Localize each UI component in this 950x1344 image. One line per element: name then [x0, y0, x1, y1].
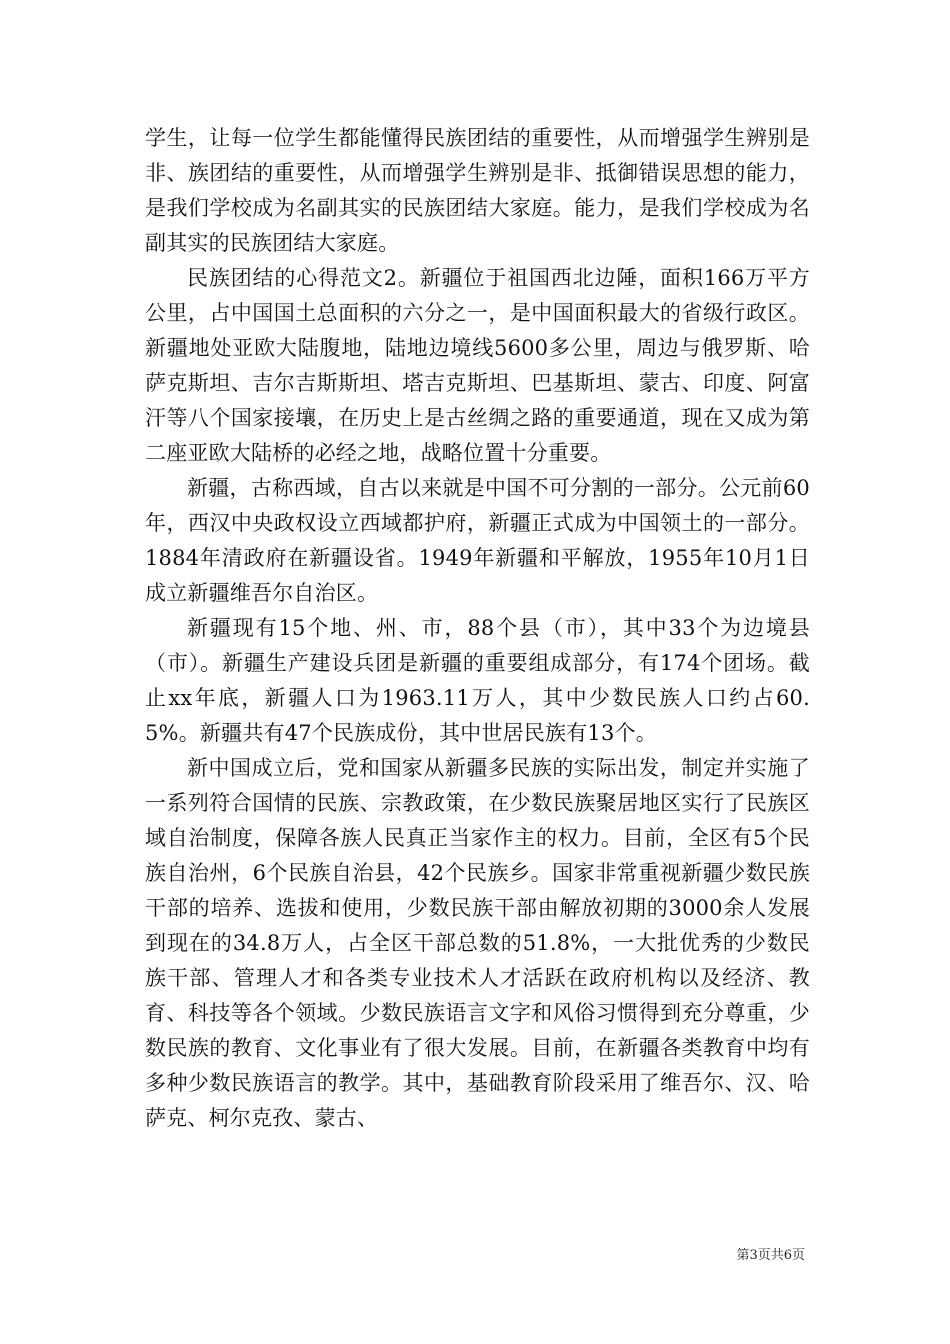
document-body [145, 121, 810, 1136]
paragraph-xinjiang-administration: 新疆现有15个地、州、市，88个县（市），其中33个为边境县（市）。新疆生产建设兵团是新疆的重要组成部分，有174个团场。截止xx年底，新疆人口为1963.11万人，其中少数民族人口约占60.5%。新疆共有47个民族成份，其中世居民族有13个。 [145, 616, 810, 745]
page-number-footer: 第3页共6页 [736, 1248, 805, 1263]
paragraph-ethnic-policy: 新中国成立后，党和国家从新疆多民族的实际出发，制定并实施了一系列符合国情的民族、宗教政策，在少数民族聚居地区实行了民族区域自治制度，保障各族人民真正当家作主的权力。目前，全区有5个民族自治州，6个民族自治县，42个民族乡。国家非常重视新疆少数民族干部的培养、选拔和使用，少数民族干部由解放初期的3000余人发展到现在的34.8万人，占全区干部总数的51.8%，一大批优秀的少数民族干部、管理人才和各类专业技术人才活跃在政府机构以及经济、教育、科技等各个领域。少数民族语言文字和风俗习惯得到充分尊重，少数民族的教育、文化事业有了很大发展。目前，在新疆各类教育中均有多种少数民族语言的教学。其中，基础教育阶段采用了维吾尔、汉、哈萨克、柯尔克孜、蒙古、 [145, 756, 810, 1130]
paragraph-continuation: 学生，让每一位学生都能懂得民族团结的重要性，从而增强学生辨别是非、族团结的重要性，从而增强学生辨别是非、抵御错误思想的能力，是我们学校成为名副其实的民族团结大家庭。能力，是我们学校成为名副其实的民族团结大家庭。 [145, 126, 810, 255]
paragraph-xinjiang-overview: 民族团结的心得范文2。新疆位于祖国西北边陲，面积166万平方公里，占中国国土总面积的六分之一，是中国面积最大的省级行政区。新疆地处亚欧大陆腹地，陆地边境线5600多公里，周边与俄罗斯、哈萨克斯坦、吉尔吉斯斯坦、塔吉克斯坦、巴基斯坦、蒙古、印度、阿富汗等八个国家接壤，在历史上是古丝绸之路的重要通道，现在又成为第二座亚欧大陆桥的必经之地，战略位置十分重要。 [145, 266, 810, 465]
paragraph-xinjiang-history: 新疆，古称西域，自古以来就是中国不可分割的一部分。公元前60年，西汉中央政权设立西域都护府，新疆正式成为中国领土的一部分。1884年清政府在新疆设省。1949年新疆和平解放，1955年10月1日成立新疆维吾尔自治区。 [145, 476, 810, 605]
